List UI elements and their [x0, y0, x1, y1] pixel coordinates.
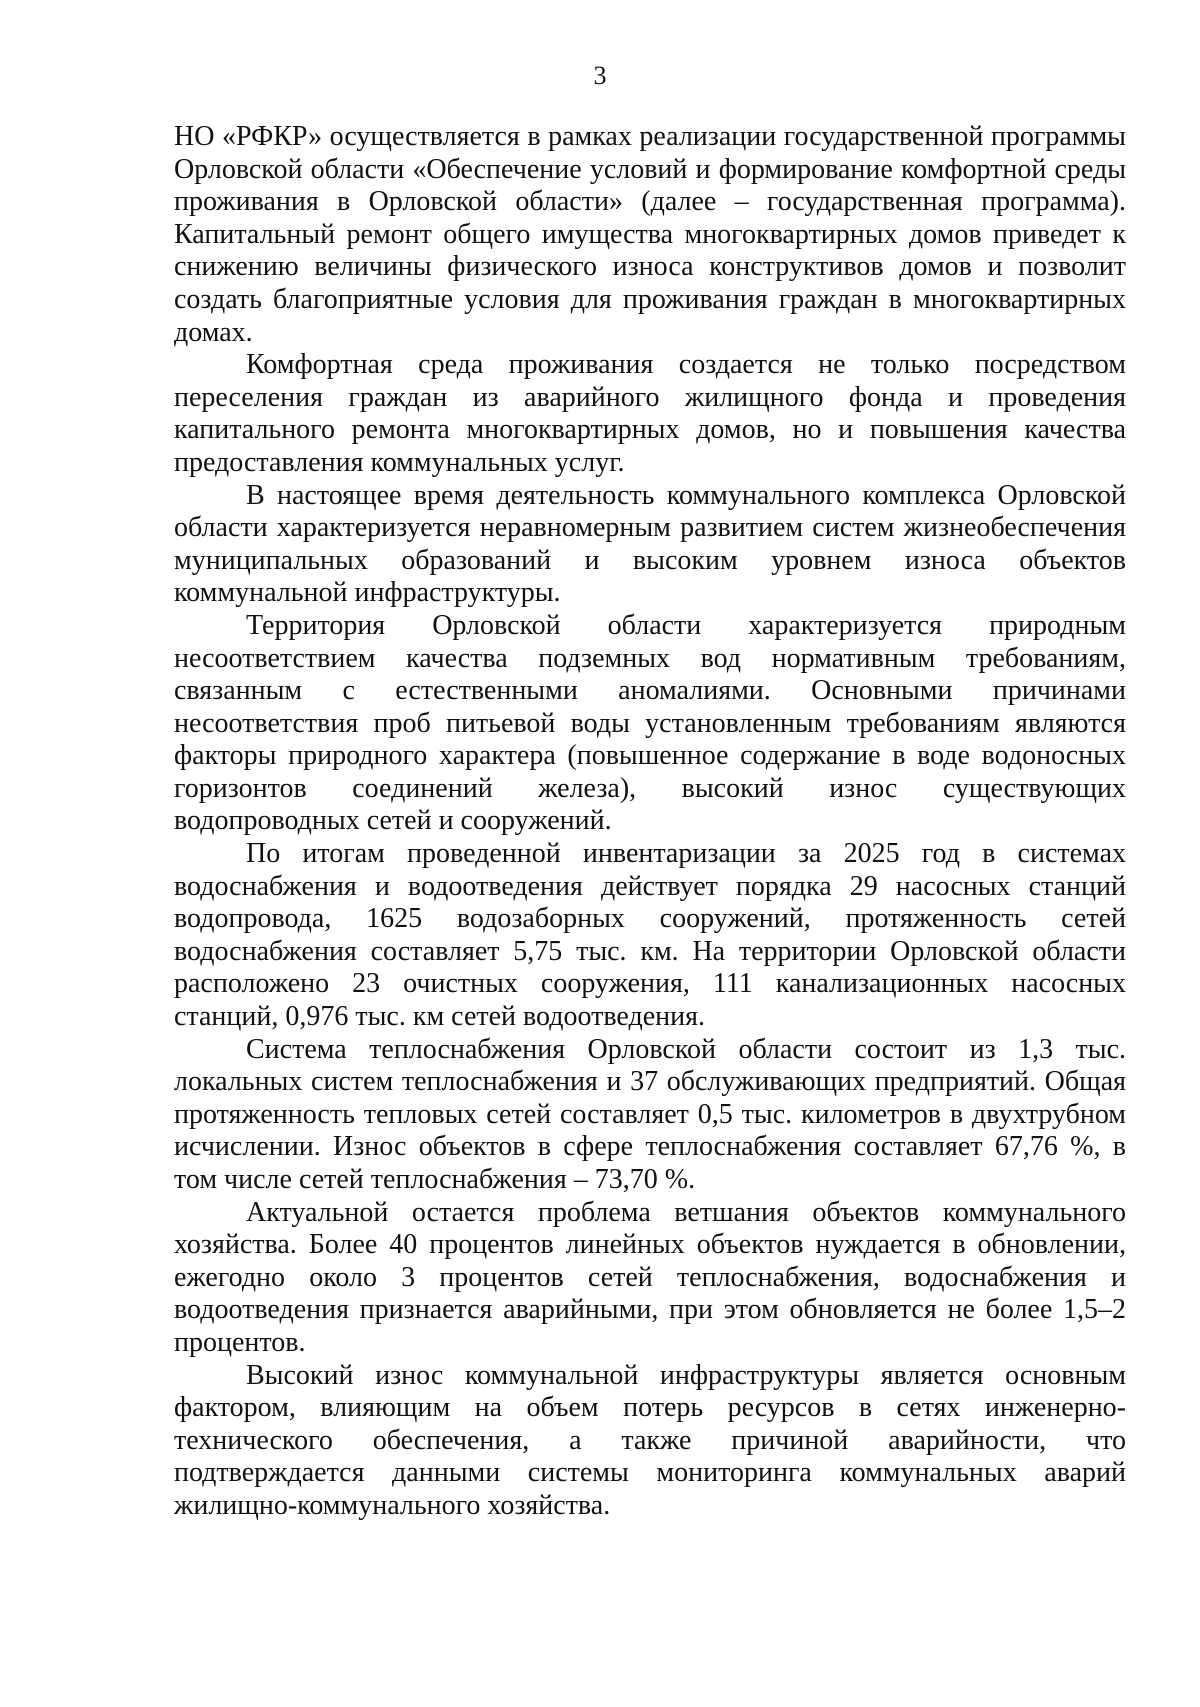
paragraph-heat-supply: Система теплоснабжения Орловской области состоит из 1,3 тыс. локальных систем теплоснабжения и 37 обслуживающих предприятий. Общая протяженность тепловых сетей составляет 0,5 тыс. километров в двухтрубном исчислении. Износ объектов в сфере теплоснабжения составляет 67,76 %, в том числе сетей теплоснабжения – 73,70 %. — [174, 1033, 1126, 1195]
paragraph-infrastructure-aging: Актуальной остается проблема ветшания объектов коммунального хозяйства. Более 40 процентов линейных объектов нуждается в обновлении, ежегодно около 3 процентов сетей теплоснабжения, водоснабжения и водоотведения признается аварийными, при этом обновляется не более 1,5–2 процентов. — [174, 1196, 1126, 1358]
paragraph-resource-losses: Высокий износ коммунальной инфраструктуры является основным фактором, влияющим на объем потерь ресурсов в сетях инженерно-технического обеспечения, а также причиной аварийности, что подтверждается данными системы мониторинга коммунальных аварий жилищно-коммунального хозяйства. — [174, 1359, 1126, 1521]
paragraph-communal-complex: В настоящее время деятельность коммунального комплекса Орловской области характеризуется неравномерным развитием систем жизнеобеспечения муниципальных образований и высоким уровнем износа объектов коммунальной инфраструктуры. — [174, 479, 1126, 609]
page-number: 3 — [593, 61, 607, 90]
paragraph-groundwater-quality: Территория Орловской области характеризуется природным несоответствием качества подземных вод нормативным требованиям, связанным с естественными аномалиями. Основными причинами несоответствия проб питьевой воды установленным требованиям являются факторы природного характера (повышенное содержание в воде водоносных горизонтов соединений железа), высокий износ существующих водопроводных сетей и сооружений. — [174, 609, 1126, 837]
document-body — [174, 121, 1126, 1523]
paragraph-comfortable-environment: Комфортная среда проживания создается не только посредством переселения граждан из аварийного жилищного фонда и проведения капитального ремонта многоквартирных домов, но и повышения качества предоставления коммунальных услуг. — [174, 349, 1126, 478]
paragraph-capital-repair-program: НО «РФКР» осуществляется в рамках реализации государственной программы Орловской области «Обеспечение условий и формирование комфортной среды проживания в Орловской области» (далее – государственная программа). Капитальный ремонт общего имущества многоквартирных домов приведет к снижению величины физического износа конструктивов домов и позволит создать благоприятные условия для проживания граждан в многоквартирных домах. — [174, 121, 1126, 348]
paragraph-water-inventory: По итогам проведенной инвентаризации за 2025 год в системах водоснабжения и водоотведения действует порядка 29 насосных станций водопровода, 1625 водозаборных сооружений, протяженность сетей водоснабжения составляет 5,75 тыс. км. На территории Орловской области расположено 23 очистных сооружения, 111 канализационных насосных станций, 0,976 тыс. км сетей водоотведения. — [174, 838, 1126, 1033]
